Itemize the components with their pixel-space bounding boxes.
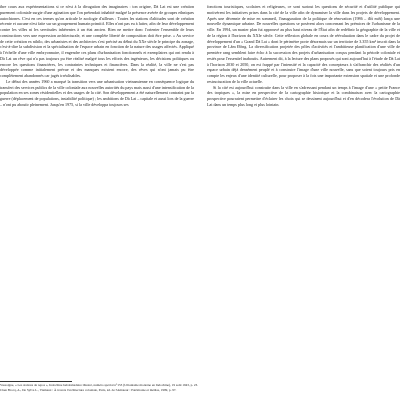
paragraph: Si la cité est aujourd'hui construite dans la ville en s'adressant pendant un temps à l'image d'une « petite France des tropiques », la mise en perspective de la cartographie historique et la combinaison avec la cartographie prospective pourraient permettre d'éclairer les choix qui se dessinent aujourd'hui et d'en décodera l'évolution de Dà Lat dans un temps plus long et plus lointain. bbox=[207, 84, 400, 107]
footnotes bbox=[0, 383, 400, 392]
paragraph: Le début des années 1960 a marqué la transition vers une urbanisation vietnamienne en conséquence logique du transfert des services publics de la ville coloniale aux nouvelles autorités du pays mais aussi d'une intensification de la population en ses zones résidentielles et des usages de la cité. Son développement a été naturellement contraint par la guerre (déplacement de populations, instabilité politique) ; les ambitions de Dà Lat – capitale et aussi lors de la guerre – n'ont pu aboutir pleinement. Jusqu'en 1975, si la ville développa toujours ses bbox=[0, 78, 194, 107]
paragraph: fonctions touristiques, scolaires et religieuses, ce sont surtout les questions de sécurité et d'utilité publique qui motivèrent les initiatives prises dans la cité de la ville afin de dynamiser la ville dans les projets de développement. Après une décennie de mise en sommeil, l'inauguration de la politique de rénovation (1986 – đổi mới) lança une nouvelle dynamique urbaine. De nouvelles questions se posèrent alors concernant les prémices de l'urbanisme de la ville. En 1994, un master plan fut approuvé au plus haut niveau de l'État afin de redéfinir la géographie de la ville et de la région à l'horizon du XXIe siècle. Cette réflexion globale en cours de réévaluation dans le cadre du projet de développement d'un « Grand Dà Lat » dont le périmètre porte désormais sur un territoire de 3.355 km² inscrit dans la province de Lâm Đồng. La diversification projetée des pôles d'activités et l'ambitieuse planification d'une ville de première rang semblent faire écho à la succession des projets d'urbanisation conçus pendant la période coloniale et restés pour l'essentiel inaboutis. Autrement dit, à la lecture des plans proposés qui sont aujourd'hui à l'étude de Dà Lat à l'horizon 2030 et 2050, on est frappé par l'intensité et la capacité des concepteurs à s'affranchir des réalités d'un espace urbain déjà densément peuplé et à construire l'image d'une ville nouvelle, sans que soient toujours pris en compte les enjeux d'une identité culturelle, pour proposer à la fois une importante extension spatiale et une profonde restructuration de la ville actuelle. bbox=[207, 4, 400, 84]
left-text-column bbox=[0, 4, 194, 108]
right-text-column bbox=[207, 4, 400, 108]
footnote-separator bbox=[0, 381, 72, 382]
footnote: Vassoigne, « Les stations de repos », Indochine hebdomadaire illustré, numéro spécial n°153 (Urbanisme moderne en Indochine), 19 août 1943, p. 23. bbox=[0, 383, 198, 387]
paragraph: ibre cours aux expérimentations si ce n'est à la divagation des imaginaires : ton origine, Dà Lat est une création purement coloniale surgie d'une agination que l'on prétendait inhabité malgré la présence avérée de groupes ethniques autochtones. C'est en ces termes qu'on articule le zoologie d'ailleurs : Toutes les stations d'altitudes sont de création récente et aucune n'est faite sur un groupement humain primitif. Elles n'ont pas eu à lutter, afin de leur développement contre les villes ni les servitudes inhérentes à un état ancien. Rien ne mettre donc l'orienter l'ensemble de leurs constructions vers une expression architecturale, et une complète liberté de composition doit être prise. » Au service de cette création ex nihilo, des urbanistes et des architectes s'est précisé au début du XXe siècle le principe du zonage, c'est-à-dire la subdivision et la spécialisation de l'espace urbain en fonction de la nature des usages affectés. Appliqué à l'échelle d'une ville embryonnaire, il engendre ces plans d'urbanisation fonctionnels et exemplaires qui ont rendu à Dà Lat un rêve qui n'a pas toujours pu être réalisé malgré tous les efforts des ingénieurs, les décisions politiques ou encore les questions financières, les contraintes techniques et financières. Dans la réalité, la ville ne s'est pas développée comme initialement prévue et des manques existent encore, des rêves qui n'ont jamais pu être complètement abandonnés car jugés irréalisables. bbox=[0, 4, 194, 78]
footnote: Chen Brocq, A., De Sylva L., Viemaux : À travers l'architecture coloniale, Paris, éd. de l'Amateur : Patrimoine et médias, 1999, p. 97. bbox=[0, 387, 177, 392]
